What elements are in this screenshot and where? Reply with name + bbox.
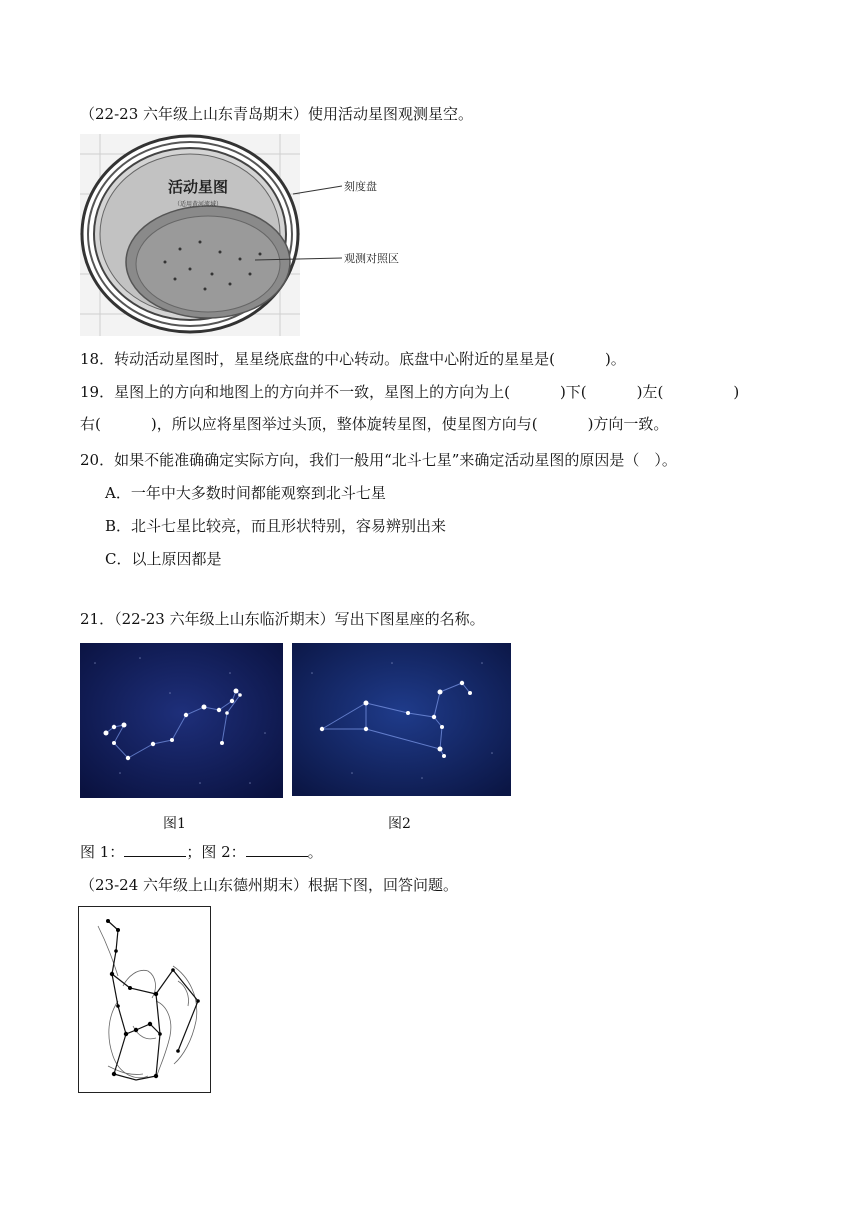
q21-answer-blank-2[interactable]	[246, 842, 308, 857]
q21-answer-label-1: 图 1：	[80, 843, 125, 861]
q21-answer-blank-1[interactable]	[124, 842, 186, 857]
q21-answer-label-2: ；图 2：	[186, 843, 246, 861]
section-intro-qingdao: （22-23 六年级上山东青岛期末）使用活动星图观测星空。	[80, 105, 474, 123]
q21-text: （22-23 六年级上山东临沂期末）写出下图星座的名称。	[114, 610, 485, 628]
question-18	[80, 348, 626, 370]
planisphere-title: 活动星图	[167, 178, 229, 196]
planisphere-subtitle: （适用黄河流域）	[173, 201, 223, 208]
q21-answer-line	[80, 841, 323, 863]
label-dial: 刻度盘	[344, 180, 377, 193]
question-21	[80, 608, 485, 630]
planisphere-figure	[80, 134, 440, 336]
q19-text-a: 星图上的方向和地图上的方向并不一致，星图上的方向为上(	[114, 383, 510, 401]
q19-text-d: )	[733, 383, 740, 401]
constellation-figure-1	[80, 643, 283, 798]
figure-2-caption: 图2	[388, 816, 411, 832]
q20-text: 如果不能准确确定实际方向，我们一般用“北斗七星”来确定活动星图的原因是（ ）。	[114, 451, 677, 469]
q19-text-e: 右(	[80, 415, 101, 433]
q19-text-c: )左(	[636, 383, 664, 401]
q20-option-b[interactable]: B．北斗七星比较亮，而且形状特别，容易辨别出来	[105, 517, 447, 535]
q20-option-a[interactable]: A．一年中大多数时间都能观察到北斗七星	[105, 484, 386, 502]
constellation-figure-2	[292, 643, 511, 796]
q19-text-g: )方向一致。	[587, 415, 669, 433]
q18-text-a: 转动活动星图时，星星绕底盘的中心转动。底盘中心附近的星星是(	[114, 350, 555, 368]
q19-text-b: )下(	[559, 383, 587, 401]
section-intro-dezhou: （23-24 六年级上山东德州期末）根据下图，回答问题。	[80, 876, 459, 894]
question-19-line2	[80, 413, 668, 435]
label-observation-window: 观测对照区	[344, 252, 399, 265]
orion-figure	[78, 906, 211, 1093]
question-19-line1	[80, 381, 739, 403]
q19-number: 19．	[80, 383, 115, 401]
q20-number: 20．	[80, 451, 115, 469]
q21-number: 21．	[80, 610, 115, 628]
q20-option-c[interactable]: C．以上原因都是	[105, 550, 222, 568]
q18-text-b: )。	[604, 350, 626, 368]
q18-number: 18．	[80, 350, 115, 368]
figure-1-caption: 图1	[163, 816, 186, 832]
q21-answer-end: 。	[307, 843, 323, 861]
question-20	[80, 449, 677, 471]
q19-text-f: )，所以应将星图举过头顶，整体旋转星图，使星图方向与(	[150, 415, 538, 433]
